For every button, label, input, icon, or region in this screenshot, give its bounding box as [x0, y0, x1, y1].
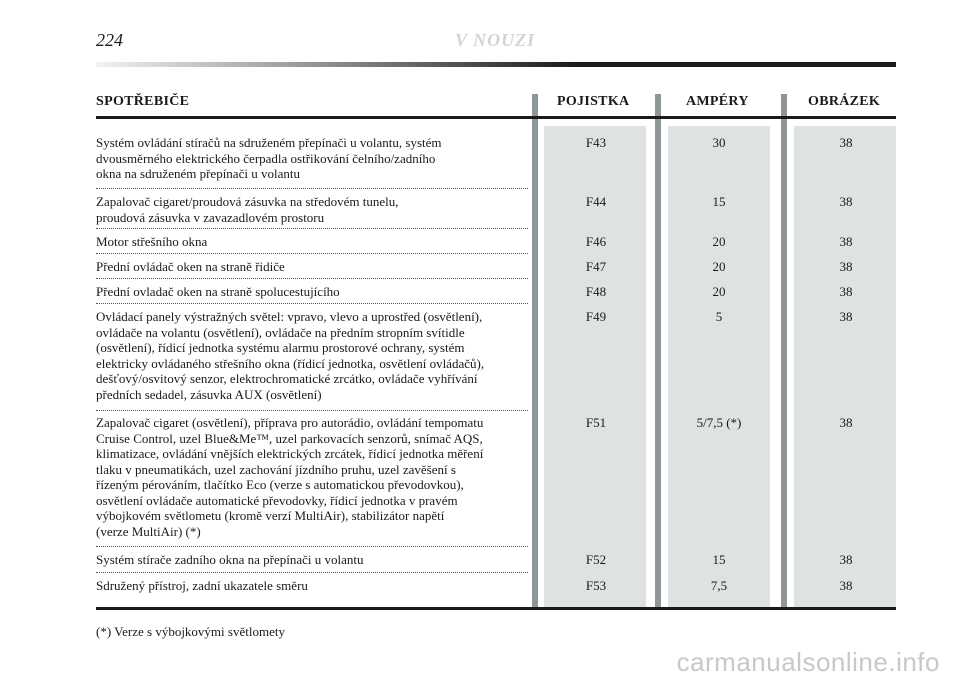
fuse-id: F51 [585, 415, 607, 430]
fuse-id: F44 [585, 194, 607, 209]
row-separator [96, 253, 528, 254]
page-number: 224 [96, 30, 123, 50]
figure-number: 38 [839, 415, 853, 430]
header-figure: OBRÁZEK [808, 94, 881, 109]
figure-number: 38 [839, 284, 853, 299]
footnote: (*) Verze s výbojkovými světlomety [96, 624, 285, 639]
column-separator [781, 94, 787, 608]
header-consumers: SPOTŘEBIČE [96, 94, 190, 109]
fuse-id: F53 [585, 578, 607, 593]
figure-number: 38 [839, 194, 853, 209]
fuse-id: F48 [585, 284, 607, 299]
figure-number: 38 [839, 578, 853, 593]
table-bottom-rule [96, 607, 896, 610]
consumer-description: Přední ovladač oken na straně spolucestujícího [96, 284, 340, 299]
consumer-description: Motor střešního okna [96, 234, 208, 249]
header-fuse: POJISTKA [557, 94, 630, 109]
figure-number: 38 [839, 552, 853, 567]
section-title: V NOUZI [455, 30, 536, 50]
header-rule [96, 62, 896, 67]
table-header-rule [96, 116, 896, 119]
ampere-value: 30 [712, 135, 726, 150]
ampere-value: 20 [712, 284, 726, 299]
figure-number: 38 [839, 259, 853, 274]
figure-number: 38 [839, 135, 853, 150]
consumer-description: Zapalovač cigaret/proudová zásuvka na středovém tunelu, proudová zásuvka v zavazadlovém prostoru [96, 194, 399, 225]
fuse-id: F43 [585, 135, 607, 150]
ampere-value: 20 [712, 234, 726, 249]
fuse-id: F52 [585, 552, 607, 567]
row-separator [96, 278, 528, 279]
row-separator [96, 188, 528, 189]
row-separator [96, 303, 528, 304]
column-separator [655, 94, 661, 608]
consumer-description: Systém ovládání stíračů na sdruženém přepínači u volantu, systém dvousměrného elektrického čerpadla ostřikování čelního/zadního okna na sdruženém přepínači u volantu [96, 135, 442, 181]
ampere-value: 5/7,5 (*) [696, 415, 742, 430]
consumer-description: Sdružený přístroj, zadní ukazatele směru [96, 578, 308, 593]
row-separator [96, 410, 528, 411]
ampere-value: 5 [715, 309, 723, 324]
row-separator [96, 572, 528, 573]
consumer-description: Systém stírače zadního okna na přepínači u volantu [96, 552, 364, 567]
watermark: carmanualsonline.info [676, 647, 940, 677]
consumer-description: Zapalovač cigaret (osvětlení), příprava pro autorádio, ovládání tempomatu Cruise Control, uzel Blue&Me™, uzel parkovacích senzorů, snímač AQS, klimatizace, ovládání vnějších elektrických zrcátek, řídicí jednotka měření tlaku v pneumatikách, uzel zachování jízdního pruhu, uzel zavěšení s řízeným pérováním, tlačítko Eco (verze s automatickou převodovkou), osvětlení ovládače automatické převodovky, řídicí jednotka v pravém výbojkovém světlometu (kromě verzí MultiAir), stabilizátor napětí (verze MultiAir) (*) [96, 415, 484, 539]
ampere-value: 7,5 [710, 578, 728, 593]
ampere-value: 15 [712, 552, 726, 567]
consumer-description: Ovládací panely výstražných světel: vpravo, vlevo a uprostřed (osvětlení), ovládače na volantu (osvětlení), ovládače na předním stropním svítidle (osvětlení), řídicí jednotka systému alarmu prostorové ochrany, systém elektricky ovládaného střešního okna (řídicí jednotka, osvětlení ovládačů), dešťový/osvitový senzor, elektrochromatické zrcátko, ovládače vyhřívání předních sedadel, zásuvka AUX (osvětlení) [96, 309, 485, 402]
ampere-value: 15 [712, 194, 726, 209]
consumer-description: Přední ovládač oken na straně řidiče [96, 259, 285, 274]
ampere-value: 20 [712, 259, 726, 274]
header-amps: AMPÉRY [686, 94, 749, 109]
fuse-id: F47 [585, 259, 607, 274]
figure-number: 38 [839, 234, 853, 249]
fuse-id: F46 [585, 234, 607, 249]
row-separator [96, 228, 528, 229]
fuse-id: F49 [585, 309, 607, 324]
figure-number: 38 [839, 309, 853, 324]
row-separator [96, 546, 528, 547]
